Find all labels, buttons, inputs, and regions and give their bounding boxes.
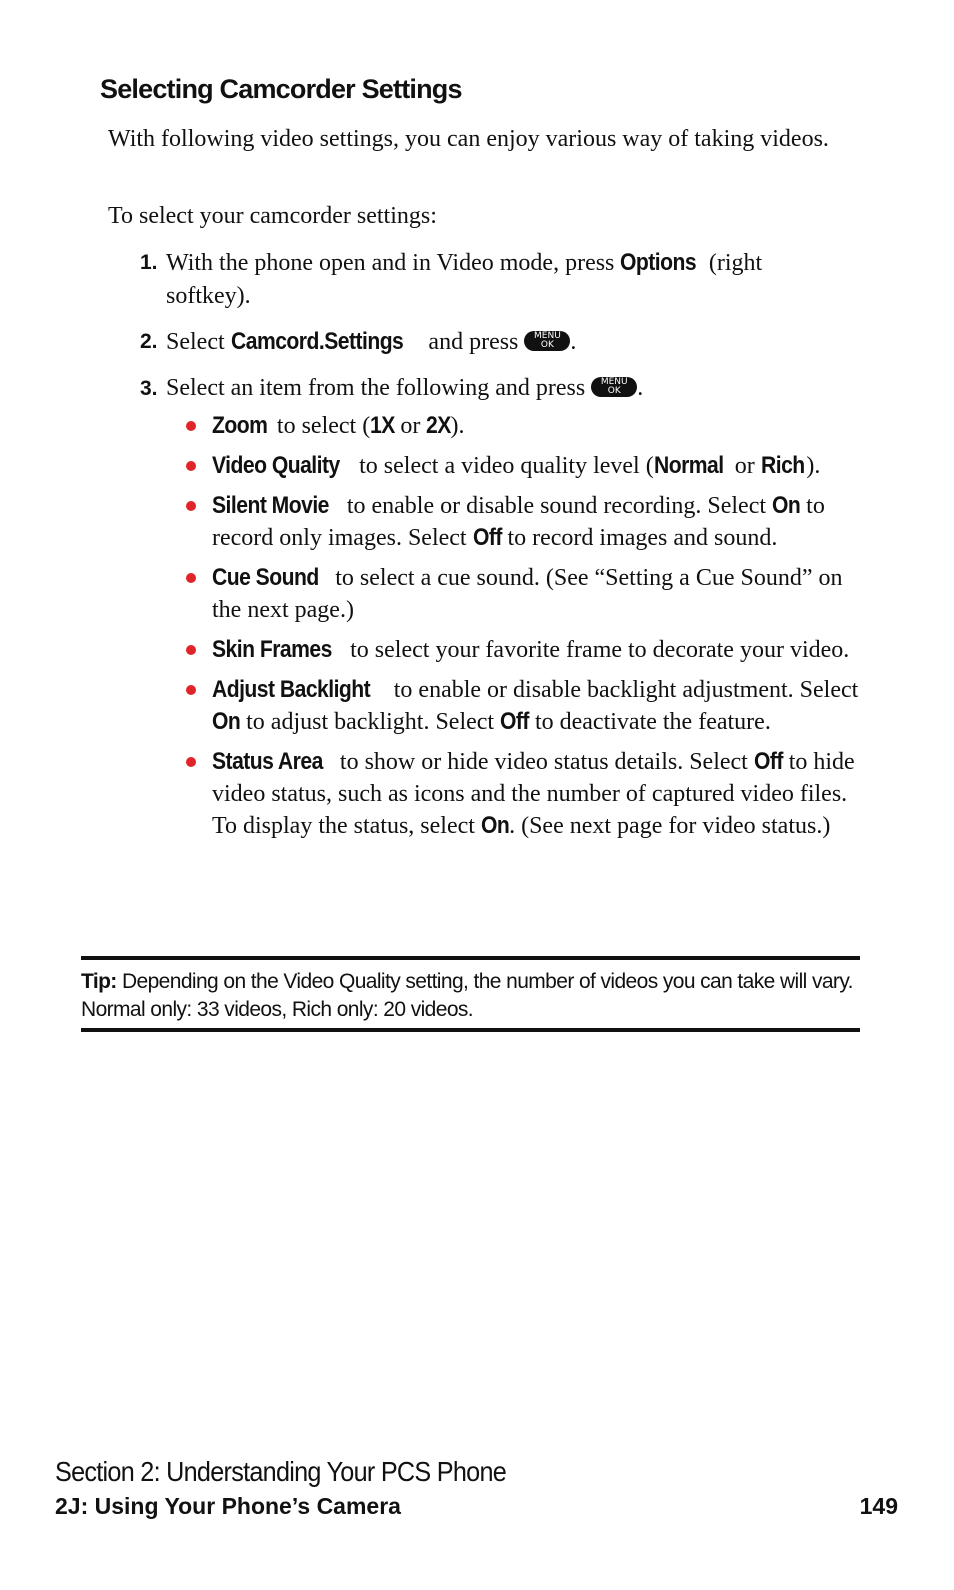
tip-label: Tip: (81, 970, 117, 993)
bullet-dot-icon (186, 757, 196, 767)
footer-section-title: Section 2: Understanding Your PCS Phone (55, 1456, 507, 1487)
tip-box (81, 956, 860, 1032)
step-3 (140, 372, 820, 405)
list-item-silent-movie: Silent Movie to enable or disable sound recording. Select On to record only images. Select Off to record images and sound. (186, 490, 866, 554)
tip-text: Tip: Depending on the Video Quality setting, the number of videos you can take will vary. Normal only: 33 videos, Rich only: 20 videos. (81, 970, 853, 1021)
section-heading: Selecting Camcorder Settings (100, 74, 462, 104)
to-select-paragraph: To select your camcorder settings: (108, 203, 437, 229)
bullet-dot-icon (186, 501, 196, 511)
list-item-status-area: Status Area to show or hide video status details. Select Off to hide video status, such as icons and the number of captured video files. To display the status, select On. (See next page for video status.) (186, 746, 866, 842)
intro-paragraph: With following video settings, you can enjoy various way of taking videos. (108, 126, 829, 152)
step-text: Select Camcord.Settings and press MENU OK . (140, 325, 820, 359)
bullet-dot-icon (186, 461, 196, 471)
page-number: 149 (859, 1493, 898, 1519)
settings-list (186, 410, 866, 850)
list-item-cue-sound: Cue Sound to select a cue sound. (See “Setting a Cue Sound” on the next page.) (186, 562, 866, 626)
step-2 (140, 325, 820, 359)
list-item-adjust-backlight: Adjust Backlight to enable or disable backlight adjustment. Select On to adjust backlight. Select Off to deactivate the feature. (186, 674, 866, 738)
list-item-video-quality: Video Quality to select a video quality level (Normal or Rich). (186, 450, 866, 482)
step-1 (140, 246, 820, 313)
footer-chapter-title: 2J: Using Your Phone’s Camera (55, 1493, 401, 1519)
menu-ok-key-icon: MENU OK (591, 377, 637, 397)
bullet-dot-icon (186, 421, 196, 431)
step-number: 3. (140, 377, 158, 400)
step-text: With the phone open and in Video mode, press Options (right softkey). (140, 246, 820, 313)
step-number: 1. (140, 251, 158, 274)
bullet-dot-icon (186, 645, 196, 655)
bullet-dot-icon (186, 573, 196, 583)
list-item-zoom: Zoom to select (1X or 2X). (186, 410, 866, 442)
bullet-dot-icon (186, 685, 196, 695)
step-text: Select an item from the following and press MENU OK . (166, 375, 644, 401)
step-number: 2. (140, 330, 158, 353)
options-key-label: Options (620, 249, 697, 276)
camcord-settings-label: Camcord.Settings (230, 328, 403, 355)
menu-ok-key-icon: MENU OK (524, 331, 570, 351)
list-item-skin-frames: Skin Frames to select your favorite frame to decorate your video. (186, 634, 866, 666)
